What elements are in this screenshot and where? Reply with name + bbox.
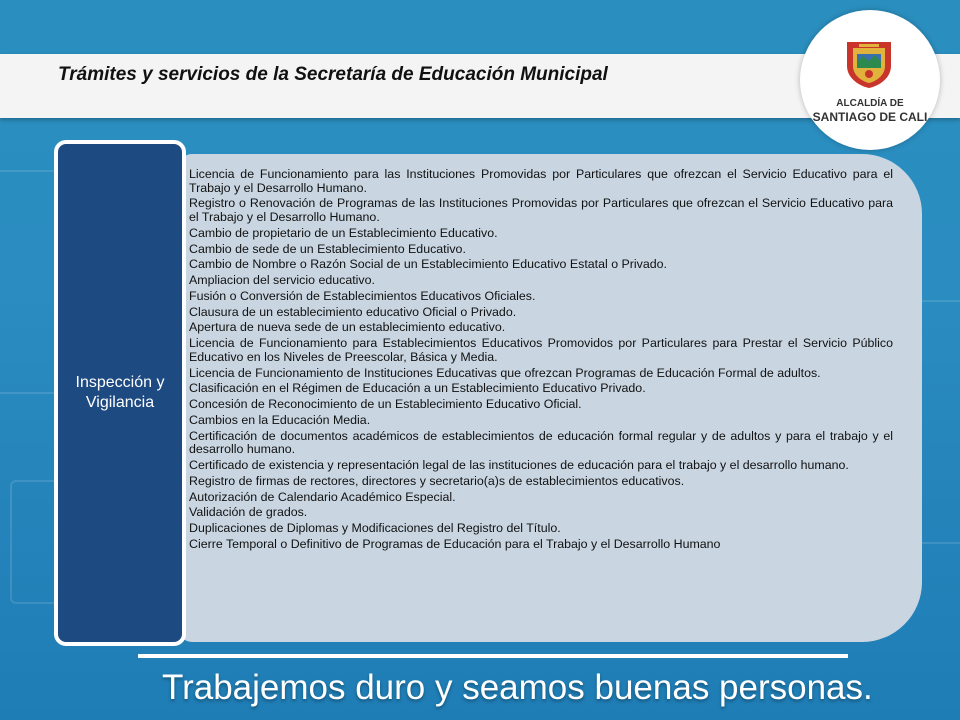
list-item: Concesión de Reconocimiento de un Establecimiento Educativo Oficial.	[189, 397, 582, 412]
logo-text-line2: SANTIAGO DE CALI	[812, 110, 928, 124]
list-item: Registro de firmas de rectores, directores y secretario(a)s de establecimientos educativos.	[189, 473, 685, 488]
cali-coat-of-arms-icon	[843, 38, 895, 90]
category-box	[54, 140, 186, 646]
list-item: Ampliacion del servicio educativo.	[189, 273, 375, 288]
list-item: Licencia de Funcionamiento para las Instituciones Promovidas por Particulares que ofrezcan el Servicio Educativo para el Trabajo y el Desarrollo Humano.	[189, 167, 893, 195]
list-item: Cambios en la Educación Media.	[189, 412, 371, 427]
alcaldia-logo	[800, 10, 940, 150]
list-item: Cambio de propietario de un Establecimiento Educativo.	[189, 225, 498, 240]
list-item: Cambio de Nombre o Razón Social de un Establecimiento Educativo Estatal o Privado.	[189, 257, 667, 272]
list-item: Registro o Renovación de Programas de las Instituciones Promovidas por Particulares que ofrezcan el Servicio Educativo para el Trabajo y el Desarrollo Humano.	[189, 196, 893, 224]
footer-slogan: Trabajemos duro y seamos buenas personas.	[162, 668, 873, 707]
category-label: Inspección y Vigilancia	[75, 374, 165, 411]
list-item: Fusión o Conversión de Establecimientos Educativos Oficiales.	[189, 288, 536, 303]
list-item: Licencia de Funcionamiento para Establecimientos Educativos Promovidos por Particulares para Prestar el Servicio Público Educativo en los Niveles de Preescolar, Básica y Media.	[189, 336, 893, 364]
list-item: Apertura de nueva sede de un establecimiento educativo.	[189, 320, 506, 335]
list-item: Duplicaciones de Diplomas y Modificaciones del Registro del Título.	[189, 521, 561, 536]
list-item: Clasificación en el Régimen de Educación a un Establecimiento Educativo Privado.	[189, 381, 646, 396]
list-item: Certificación de documentos académicos de establecimientos de educación formal regular y de adultos y para el trabajo y el desarrollo humano.	[189, 428, 893, 457]
page-title: Trámites y servicios de la Secretaría de Educación Municipal	[58, 64, 608, 85]
list-item: Certificado de existencia y representación legal de las instituciones de educación para el trabajo y el desarrollo humano.	[189, 458, 849, 473]
list-item: Autorización de Calendario Académico Especial.	[189, 489, 456, 504]
divider-line	[138, 654, 848, 658]
list-item: Licencia de Funcionamiento de Instituciones Educativas que ofrezcan Programas de Educación Formal de adultos.	[189, 365, 821, 380]
list-item: Clausura de un establecimiento educativo Oficial o Privado.	[189, 304, 517, 319]
logo-text-line1: ALCALDÍA DE	[836, 98, 904, 109]
procedures-list	[189, 168, 893, 554]
list-item: Validación de grados.	[189, 505, 308, 520]
list-item: Cambio de sede de un Establecimiento Educativo.	[189, 241, 466, 256]
list-item: Cierre Temporal o Definitivo de Programas de Educación para el Trabajo y el Desarrollo Humano	[189, 537, 721, 551]
